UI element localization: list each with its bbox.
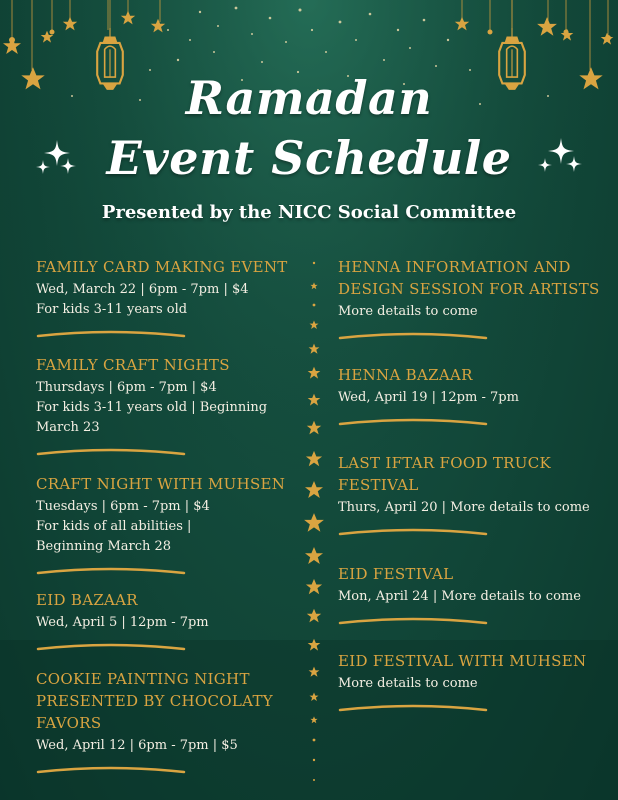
event-title: CRAFT NIGHT WITH MUHSEN — [36, 475, 286, 493]
event-detail: Wed, March 22 | 6pm - 7pm | $4 — [36, 282, 249, 297]
page-title-line1: Ramadan — [185, 71, 433, 125]
swoosh-divider — [338, 416, 488, 428]
swoosh-divider — [338, 615, 488, 627]
event-card — [36, 668, 306, 776]
event-detail: Thursdays | 6pm - 7pm | $4 — [36, 380, 217, 395]
swoosh-divider — [36, 446, 186, 458]
event-card — [338, 256, 613, 342]
swoosh-divider — [338, 526, 488, 538]
event-title: HENNA BAZAAR — [338, 366, 473, 384]
event-card — [338, 452, 613, 538]
page-title-line2: Event Schedule — [106, 131, 512, 185]
event-card — [338, 563, 613, 627]
swoosh-divider — [36, 328, 186, 340]
event-card — [338, 650, 613, 714]
event-detail: For kids 3-11 years old — [36, 302, 188, 317]
event-title: EID FESTIVAL — [338, 565, 454, 583]
event-title: FAMILY CARD MAKING EVENT — [36, 258, 288, 276]
event-card — [338, 364, 613, 428]
event-detail: More details to come — [338, 676, 478, 691]
swoosh-divider — [338, 330, 488, 342]
event-card — [36, 473, 306, 577]
event-detail: Mon, April 24 | More details to come — [338, 589, 581, 604]
subtitle: Presented by the NICC Social Committee — [101, 202, 517, 223]
swoosh-divider — [36, 565, 186, 577]
event-detail: Thurs, April 20 | More details to come — [338, 500, 590, 515]
event-card — [36, 256, 306, 340]
event-title: EID BAZAAR — [36, 591, 138, 609]
swoosh-divider — [36, 641, 186, 653]
event-detail: Wed, April 12 | 6pm - 7pm | $5 — [36, 738, 238, 753]
event-title: FAMILY CRAFT NIGHTS — [36, 356, 230, 374]
event-detail: Tuesdays | 6pm - 7pm | $4 — [36, 499, 210, 514]
event-detail: Wed, April 19 | 12pm - 7pm — [338, 390, 519, 405]
swoosh-divider — [36, 764, 186, 776]
event-title: COOKIE PAINTING NIGHT PRESENTED BY CHOCOLATY FAVORS — [36, 670, 273, 732]
event-detail: For kids 3-11 years old | Beginning — [36, 400, 268, 415]
event-detail: March 23 — [36, 420, 100, 435]
event-detail: Beginning March 28 — [36, 539, 172, 554]
event-detail: Wed, April 5 | 12pm - 7pm — [36, 615, 209, 630]
event-title: EID FESTIVAL WITH MUHSEN — [338, 652, 587, 670]
event-title: HENNA INFORMATION AND DESIGN SESSION FOR ARTISTS — [338, 258, 600, 298]
event-card — [36, 589, 306, 653]
event-detail: More details to come — [338, 304, 478, 319]
event-card — [36, 354, 306, 458]
event-detail: For kids of all abilities | — [36, 519, 192, 534]
event-title: LAST IFTAR FOOD TRUCK FESTIVAL — [338, 454, 551, 494]
swoosh-divider — [338, 702, 488, 714]
